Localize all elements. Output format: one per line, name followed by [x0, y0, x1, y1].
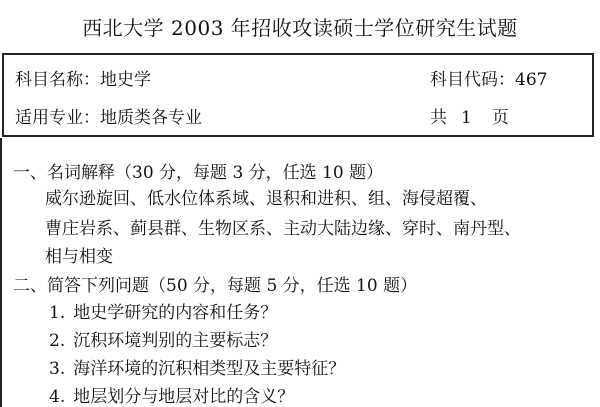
question-text: 地史学研究的内容和任务？: [73, 303, 278, 323]
question-text: 地层划分与地层对比的含义？: [73, 387, 295, 407]
term-line: 曹庄岩系、蓟县群、生物区系、主动大陆边缘、穿时、南丹型、: [45, 219, 521, 239]
applicable-major: 适用专业：地质类各专业: [15, 108, 202, 128]
question-item: [49, 298, 277, 323]
exam-info-box: [2, 53, 594, 137]
question-item: [49, 382, 294, 407]
question-text: 海洋环境的沉积相类型及主要特征？: [73, 359, 346, 379]
question-number: 4.: [49, 387, 66, 407]
question-number: 3.: [49, 359, 66, 379]
page-count-suffix: 页: [491, 108, 509, 128]
question-item: [49, 354, 345, 379]
question-number: 2.: [49, 331, 66, 351]
exam-title: 西北大学 2003 年招收攻读硕士学位研究生试题: [82, 16, 518, 40]
page-count-prefix: 共: [430, 108, 447, 128]
question-text: 沉积环境判别的主要标志？: [73, 331, 278, 351]
page-count: [430, 103, 509, 128]
question-number: 1.: [49, 303, 66, 323]
section-heading-short-answer: 二、简答下列问题（50 分，每题 5 分，任选 10 题）: [13, 276, 418, 296]
term-line: 相与相变: [45, 247, 113, 267]
subject-code: 科目代码：467: [430, 70, 548, 90]
exam-content: [0, 138, 600, 407]
subject-name: 科目名称：地史学: [15, 70, 151, 90]
term-line: 威尔逊旋回、低水位体系域、退积和进积、组、海侵超覆、: [45, 189, 487, 209]
question-item: [49, 326, 277, 351]
page-count-number: 1: [461, 108, 472, 128]
section-heading-terms: 一、名词解释（30 分，每题 3 分，任选 10 题）: [13, 163, 384, 183]
